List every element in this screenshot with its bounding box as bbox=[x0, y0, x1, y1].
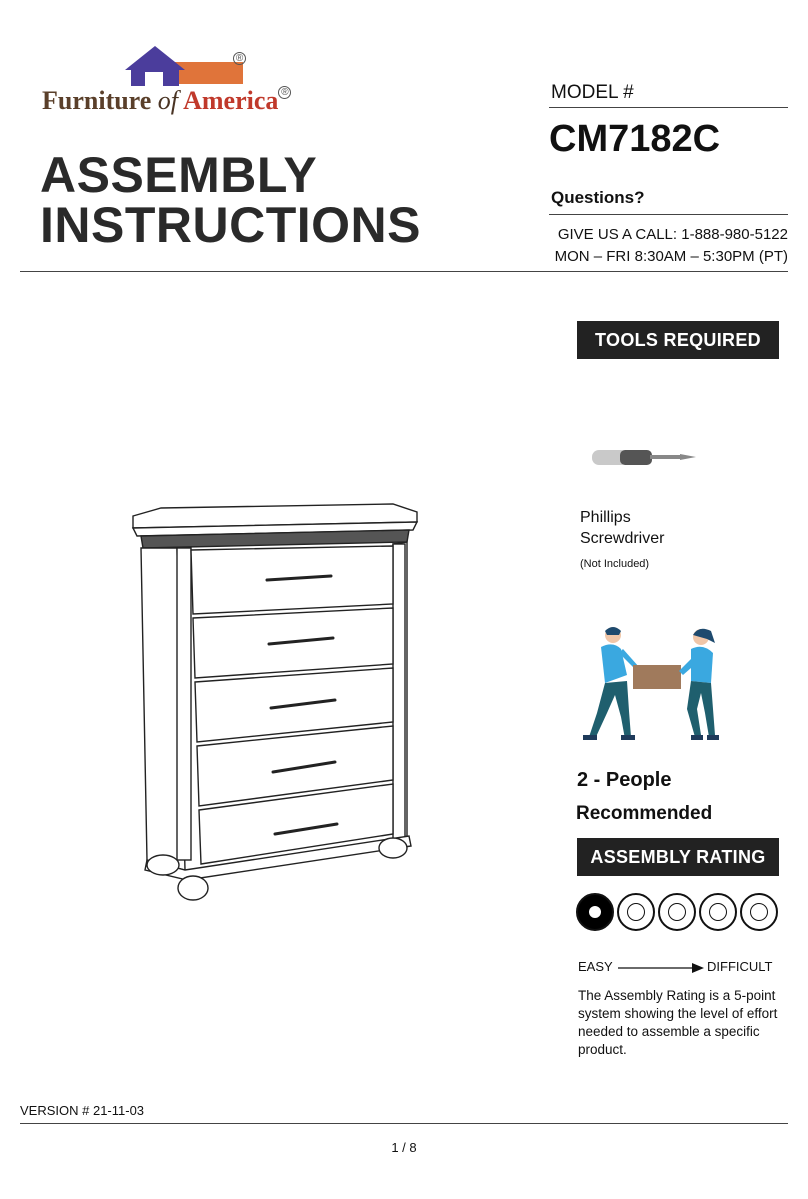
business-hours: MON – FRI 8:30AM – 5:30PM (PT) bbox=[554, 248, 788, 265]
header-divider bbox=[20, 271, 788, 272]
rating-dot-inner bbox=[627, 903, 645, 921]
footer-divider bbox=[20, 1123, 788, 1124]
questions-heading: Questions? bbox=[551, 188, 645, 207]
page-number: 1 / 8 bbox=[391, 1140, 417, 1155]
rating-dot-inner bbox=[668, 903, 686, 921]
registered-mark: ® bbox=[233, 52, 246, 65]
tool-note: (Not Included) bbox=[580, 558, 650, 570]
two-people-carrying-box-icon bbox=[575, 625, 735, 745]
easy-label: EASY bbox=[578, 959, 613, 974]
tools-required-header: TOOLS REQUIRED bbox=[577, 321, 779, 359]
rating-dot-4 bbox=[699, 893, 737, 931]
chest-of-drawers-illustration bbox=[125, 500, 425, 910]
registered-mark-2: ® bbox=[278, 86, 291, 99]
model-label: MODEL # bbox=[551, 82, 634, 103]
brand-name-furniture: Furniture bbox=[42, 86, 152, 115]
people-count: 2 - People bbox=[577, 769, 672, 791]
brand-wordmark bbox=[42, 86, 291, 116]
model-number: CM7182C bbox=[549, 118, 721, 160]
title-line-2: INSTRUCTIONS bbox=[40, 197, 421, 253]
rating-dot-2 bbox=[617, 893, 655, 931]
brand-name-of: of bbox=[157, 86, 179, 115]
screwdriver-icon bbox=[590, 446, 700, 470]
brand-name-america: America bbox=[183, 86, 279, 115]
version-number: VERSION # 21-11-03 bbox=[20, 1103, 145, 1118]
rating-dot-inner bbox=[709, 903, 727, 921]
difficult-label: DIFFICULT bbox=[707, 959, 773, 974]
rating-description: The Assembly Rating is a 5-point system showing the level of effort needed to assemble a specific product. bbox=[578, 988, 778, 1057]
questions-rule bbox=[549, 214, 788, 215]
assembly-rating-header: ASSEMBLY RATING bbox=[577, 838, 779, 876]
rating-dot-5 bbox=[740, 893, 778, 931]
model-rule bbox=[549, 107, 788, 108]
tool-name-line-2: Screwdriver bbox=[580, 530, 665, 547]
people-recommended: Recommended bbox=[576, 803, 713, 824]
rating-dot-inner bbox=[589, 906, 601, 918]
arrow-right-icon bbox=[618, 962, 706, 974]
tool-name bbox=[580, 507, 730, 549]
rating-dot-inner bbox=[750, 903, 768, 921]
title-line-1: ASSEMBLY bbox=[40, 147, 318, 203]
house-logo-icon bbox=[125, 44, 255, 92]
rating-dot-1 bbox=[576, 893, 614, 931]
tool-name-line-1: Phillips bbox=[580, 509, 631, 526]
rating-dot-3 bbox=[658, 893, 696, 931]
assembly-rating-scale bbox=[576, 893, 781, 931]
phone-number: GIVE US A CALL: 1-888-980-5122 bbox=[557, 226, 788, 243]
